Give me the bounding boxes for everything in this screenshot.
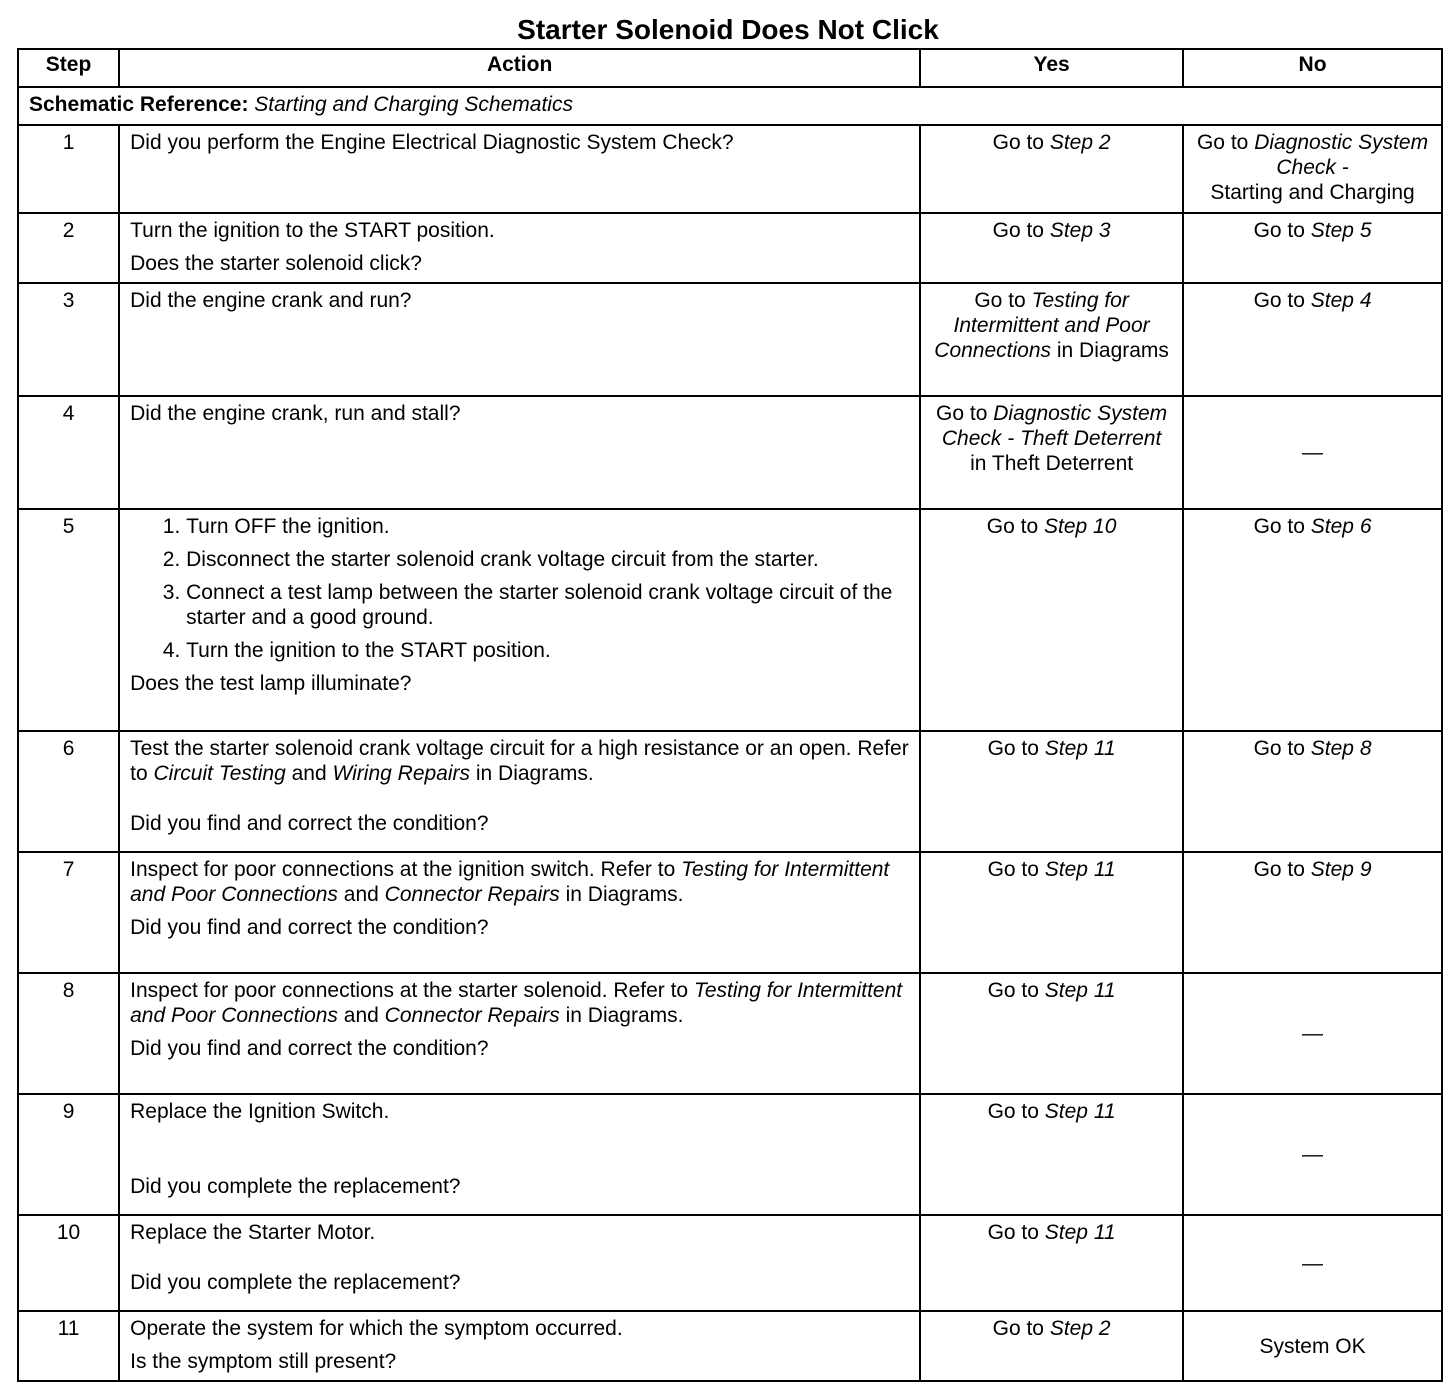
go-to-text: Go to — [992, 219, 1044, 242]
go-to-text: Go to — [987, 1221, 1039, 1244]
action-ref: Circuit Testing — [153, 762, 286, 785]
action-question: Does the test lamp illuminate? — [130, 672, 412, 695]
step-number: 7 — [18, 852, 119, 973]
go-to-text: Go to — [1253, 858, 1305, 881]
step-number: 3 — [18, 283, 119, 396]
yes-cell — [920, 283, 1183, 396]
action-cell — [119, 213, 920, 283]
no-cell — [1183, 283, 1442, 396]
table-row — [18, 731, 1442, 852]
no-cell — [1183, 125, 1442, 213]
no-cell — [1183, 852, 1442, 973]
yes-cell — [920, 731, 1183, 852]
go-to-text: Go to — [987, 1100, 1039, 1123]
action-cell — [119, 283, 920, 396]
go-to-text: Go to — [974, 289, 1026, 312]
go-to-text: Go to — [1253, 737, 1305, 760]
yes-tail: in Theft Deterrent — [970, 452, 1134, 475]
action-ref: Testing for Intermittent and Poor Connections — [130, 979, 903, 1027]
go-to-text: Go to — [936, 402, 988, 425]
yes-ref: Step 11 — [1044, 1221, 1116, 1244]
action-ref: Testing for Intermittent and Poor Connections — [130, 858, 890, 906]
go-to-text: Go to — [1253, 289, 1305, 312]
go-to-text: Go to — [992, 131, 1044, 154]
action-cell — [119, 396, 920, 509]
step-number: 1 — [18, 125, 119, 213]
no-cell — [1183, 1215, 1442, 1311]
action-text: in Diagrams. — [565, 1004, 684, 1027]
list-item: 3. Connect a test lamp between the starter solenoid crank voltage circuit of the starter and a good ground. — [186, 580, 909, 630]
no-cell — [1183, 731, 1442, 852]
action-question: Did you find and correct the condition? — [130, 812, 489, 835]
no-ref: Step 8 — [1310, 737, 1372, 760]
no-cell — [1183, 509, 1442, 731]
yes-cell — [920, 396, 1183, 509]
yes-cell — [920, 213, 1183, 283]
action-text: and — [343, 1004, 379, 1027]
yes-cell — [920, 1311, 1183, 1381]
action-cell — [119, 1215, 920, 1311]
step-number: 8 — [18, 973, 119, 1094]
yes-ref: Diagnostic System Check - Theft Deterrent — [941, 402, 1168, 450]
yes-cell — [920, 509, 1183, 731]
table-row — [18, 396, 1442, 509]
dash: — — [1302, 1143, 1324, 1166]
action-ref: Connector Repairs — [384, 883, 560, 906]
no-cell — [1183, 213, 1442, 283]
action-cell — [119, 1311, 920, 1381]
yes-tail: in Diagrams — [1056, 339, 1169, 362]
header-yes: Yes — [920, 49, 1183, 87]
yes-ref: Step 2 — [1049, 1317, 1111, 1340]
step-number: 2 — [18, 213, 119, 283]
action-cell — [119, 731, 920, 852]
action-text: and — [343, 883, 379, 906]
dash: — — [1302, 1251, 1324, 1275]
action-text: Did you perform the Engine Electrical Diagnostic System Check? — [130, 131, 734, 154]
no-tail: Starting and Charging — [1210, 181, 1415, 204]
table-row — [18, 125, 1442, 213]
yes-ref: Step 3 — [1049, 219, 1111, 242]
step-number: 9 — [18, 1094, 119, 1215]
go-to-text: Go to — [1253, 515, 1305, 538]
list-item: 2. Disconnect the starter solenoid crank voltage circuit from the starter. — [186, 547, 909, 572]
diagnostic-table — [17, 48, 1443, 1382]
action-text: Did the engine crank and run? — [130, 289, 412, 312]
table-row — [18, 1094, 1442, 1215]
header-no: No — [1183, 49, 1442, 87]
yes-cell — [920, 1215, 1183, 1311]
go-to-text: Go to — [1196, 131, 1249, 154]
action-text: Inspect for poor connections at the starter solenoid. Refer to — [130, 979, 689, 1002]
action-text: Operate the system for which the symptom occurred. — [130, 1317, 623, 1340]
action-cell — [119, 852, 920, 973]
no-cell — [1183, 973, 1442, 1094]
go-to-text: Go to — [987, 737, 1039, 760]
step-number: 4 — [18, 396, 119, 509]
no-ref: Diagnostic System Check - — [1254, 131, 1429, 179]
header-action: Action — [119, 49, 920, 87]
action-text: Turn the ignition to the START position. — [130, 219, 495, 242]
no-cell — [1183, 1094, 1442, 1215]
no-ref: Step 4 — [1310, 289, 1372, 312]
dash: — — [1302, 1022, 1324, 1045]
table-row — [18, 852, 1442, 973]
no-result: System OK — [1259, 1334, 1366, 1358]
action-text: Test the starter solenoid crank voltage circuit for a high resistance or an open. Refer to — [130, 737, 909, 785]
no-cell — [1183, 1311, 1442, 1381]
list-item: 1. Turn OFF the ignition. — [186, 514, 909, 539]
action-cell — [119, 1094, 920, 1215]
step-number: 6 — [18, 731, 119, 852]
go-to-text: Go to — [987, 858, 1039, 881]
go-to-text: Go to — [986, 515, 1039, 538]
action-question: Does the starter solenoid click? — [130, 252, 422, 275]
action-text: Replace the Ignition Switch. — [130, 1100, 390, 1123]
action-ref: Wiring Repairs — [332, 762, 471, 785]
yes-ref: Step 10 — [1044, 515, 1117, 538]
action-text: Inspect for poor connections at the ignition switch. Refer to — [130, 858, 676, 881]
yes-ref: Step 11 — [1044, 979, 1116, 1002]
go-to-text: Go to — [1253, 219, 1305, 242]
schematic-label: Schematic Reference: — [29, 93, 249, 116]
table-row — [18, 509, 1442, 731]
dash: — — [1302, 441, 1324, 464]
yes-ref: Step 2 — [1049, 131, 1111, 154]
header-step: Step — [18, 49, 119, 87]
action-cell — [119, 509, 920, 731]
no-ref: Step 5 — [1310, 219, 1372, 242]
action-question: Did you complete the replacement? — [130, 1175, 461, 1198]
no-cell — [1183, 396, 1442, 509]
yes-ref: Testing for Intermittent and Poor Connections — [934, 289, 1150, 362]
yes-cell — [920, 1094, 1183, 1215]
no-ref: Step 9 — [1310, 858, 1372, 881]
action-text: Did the engine crank, run and stall? — [130, 402, 461, 425]
action-question: Did you find and correct the condition? — [130, 1037, 489, 1060]
procedure-list — [130, 514, 909, 663]
header-row — [18, 49, 1442, 87]
table-row — [18, 1215, 1442, 1311]
schematic-row — [18, 87, 1442, 125]
go-to-text: Go to — [992, 1317, 1044, 1340]
yes-ref: Step 11 — [1044, 1100, 1116, 1123]
table-row — [18, 1311, 1442, 1381]
action-question: Is the symptom still present? — [130, 1350, 397, 1373]
step-number: 5 — [18, 509, 119, 731]
yes-ref: Step 11 — [1044, 858, 1116, 881]
action-cell — [119, 973, 920, 1094]
action-text: and — [291, 762, 327, 785]
yes-cell — [920, 125, 1183, 213]
no-ref: Step 6 — [1310, 515, 1372, 538]
action-question: Did you complete the replacement? — [130, 1271, 461, 1294]
go-to-text: Go to — [987, 979, 1039, 1002]
page-title: Starter Solenoid Does Not Click — [517, 14, 939, 45]
action-text: in Diagrams. — [565, 883, 684, 906]
action-cell — [119, 125, 920, 213]
yes-cell — [920, 852, 1183, 973]
yes-cell — [920, 973, 1183, 1094]
schematic-reference: Starting and Charging Schematics — [254, 93, 573, 116]
action-question: Did you find and correct the condition? — [130, 916, 489, 939]
step-number: 10 — [18, 1215, 119, 1311]
action-text: in Diagrams. — [475, 762, 594, 785]
step-number: 11 — [18, 1311, 119, 1381]
list-item: 4. Turn the ignition to the START position. — [186, 638, 909, 663]
table-row — [18, 973, 1442, 1094]
action-text: Replace the Starter Motor. — [130, 1221, 376, 1244]
action-ref: Connector Repairs — [384, 1004, 560, 1027]
table-row — [18, 283, 1442, 396]
yes-ref: Step 11 — [1044, 737, 1116, 760]
table-row — [18, 213, 1442, 283]
